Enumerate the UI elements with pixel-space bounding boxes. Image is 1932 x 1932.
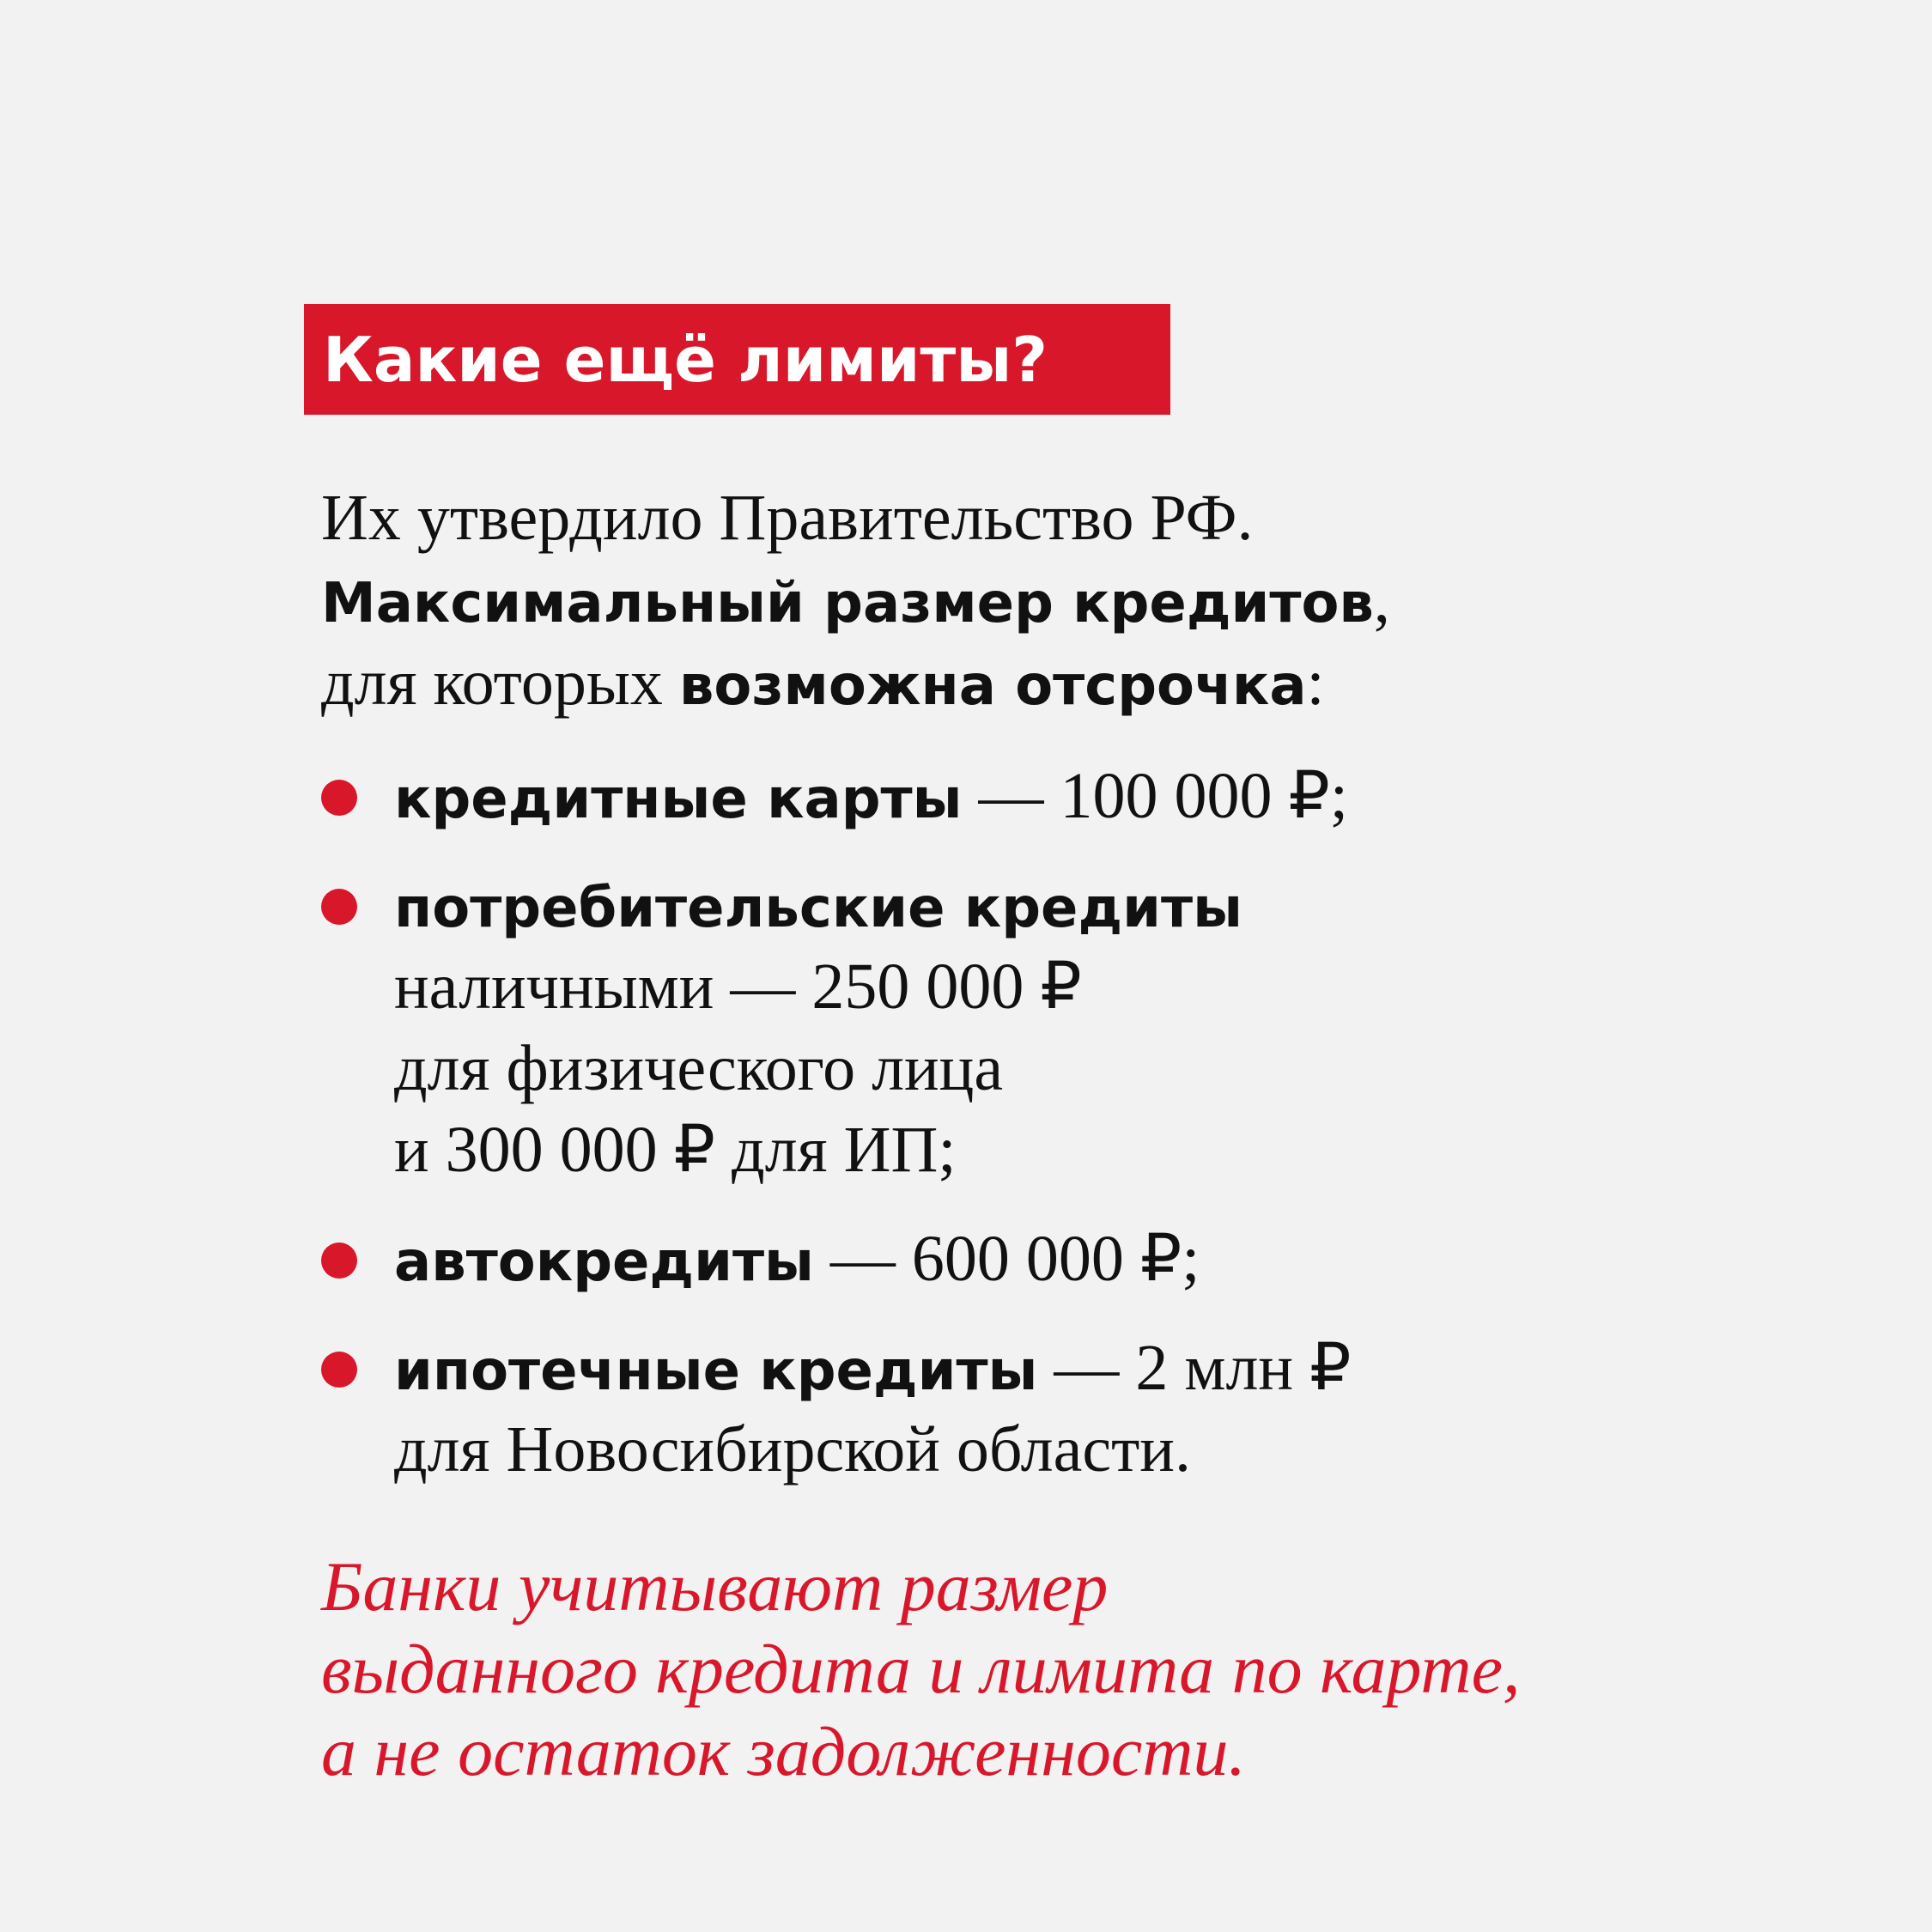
intro-line-3 xyxy=(321,641,1390,724)
item-line xyxy=(394,756,1351,837)
bullet-icon xyxy=(321,780,357,816)
limits-list xyxy=(321,756,1351,1518)
item-line: для Новосибирской области. xyxy=(394,1413,1191,1485)
item-label: ипотечные кредиты xyxy=(394,1340,1038,1403)
intro-comma: , xyxy=(1373,564,1390,636)
item-label: потребительские кредиты xyxy=(394,877,1242,940)
intro-colon: : xyxy=(1306,647,1325,719)
intro-bold-max-size: Максимальный размер кредитов xyxy=(321,572,1374,635)
intro-paragraph xyxy=(321,477,1390,724)
list-item-mortgage xyxy=(321,1327,1351,1491)
note-line-3: а не остаток задолженности. xyxy=(321,1712,1247,1790)
note-line-2: выданного кредита и лимита по карте, xyxy=(321,1630,1521,1708)
item-line: для физического лица xyxy=(394,1032,1004,1104)
item-label: автокредиты xyxy=(394,1230,814,1294)
bullet-icon xyxy=(321,889,357,925)
item-line xyxy=(394,1327,1351,1409)
list-item-car-loans xyxy=(321,1218,1351,1300)
item-line: и 300 000 ₽ для ИП; xyxy=(394,1114,957,1186)
bullet-icon xyxy=(321,1352,357,1388)
intro-line-1: Их утвердило Правительство РФ. xyxy=(321,482,1254,554)
item-value: — 2 млн ₽ xyxy=(1037,1332,1352,1404)
item-value: — 100 000 ₽; xyxy=(962,760,1348,832)
note-line-1: Банки учитывают размер xyxy=(321,1547,1109,1625)
intro-line-2 xyxy=(321,559,1390,641)
item-label: кредитные карты xyxy=(394,768,963,831)
list-item-consumer-loans xyxy=(321,865,1351,1191)
intro-bold-deferral: возможна отсрочка xyxy=(678,654,1307,718)
item-line xyxy=(394,865,1351,946)
item-line: наличными — 250 000 ₽ xyxy=(394,951,1082,1023)
footnote xyxy=(321,1546,1521,1793)
item-line xyxy=(394,1218,1351,1300)
item-value: — 600 000 ₽; xyxy=(813,1223,1200,1295)
intro-for-which: для которых xyxy=(321,647,679,719)
title-banner xyxy=(304,304,1170,415)
bullet-icon xyxy=(321,1242,357,1279)
list-item-credit-cards xyxy=(321,756,1351,837)
page-title: Какие ещё лимиты? xyxy=(323,323,1048,396)
